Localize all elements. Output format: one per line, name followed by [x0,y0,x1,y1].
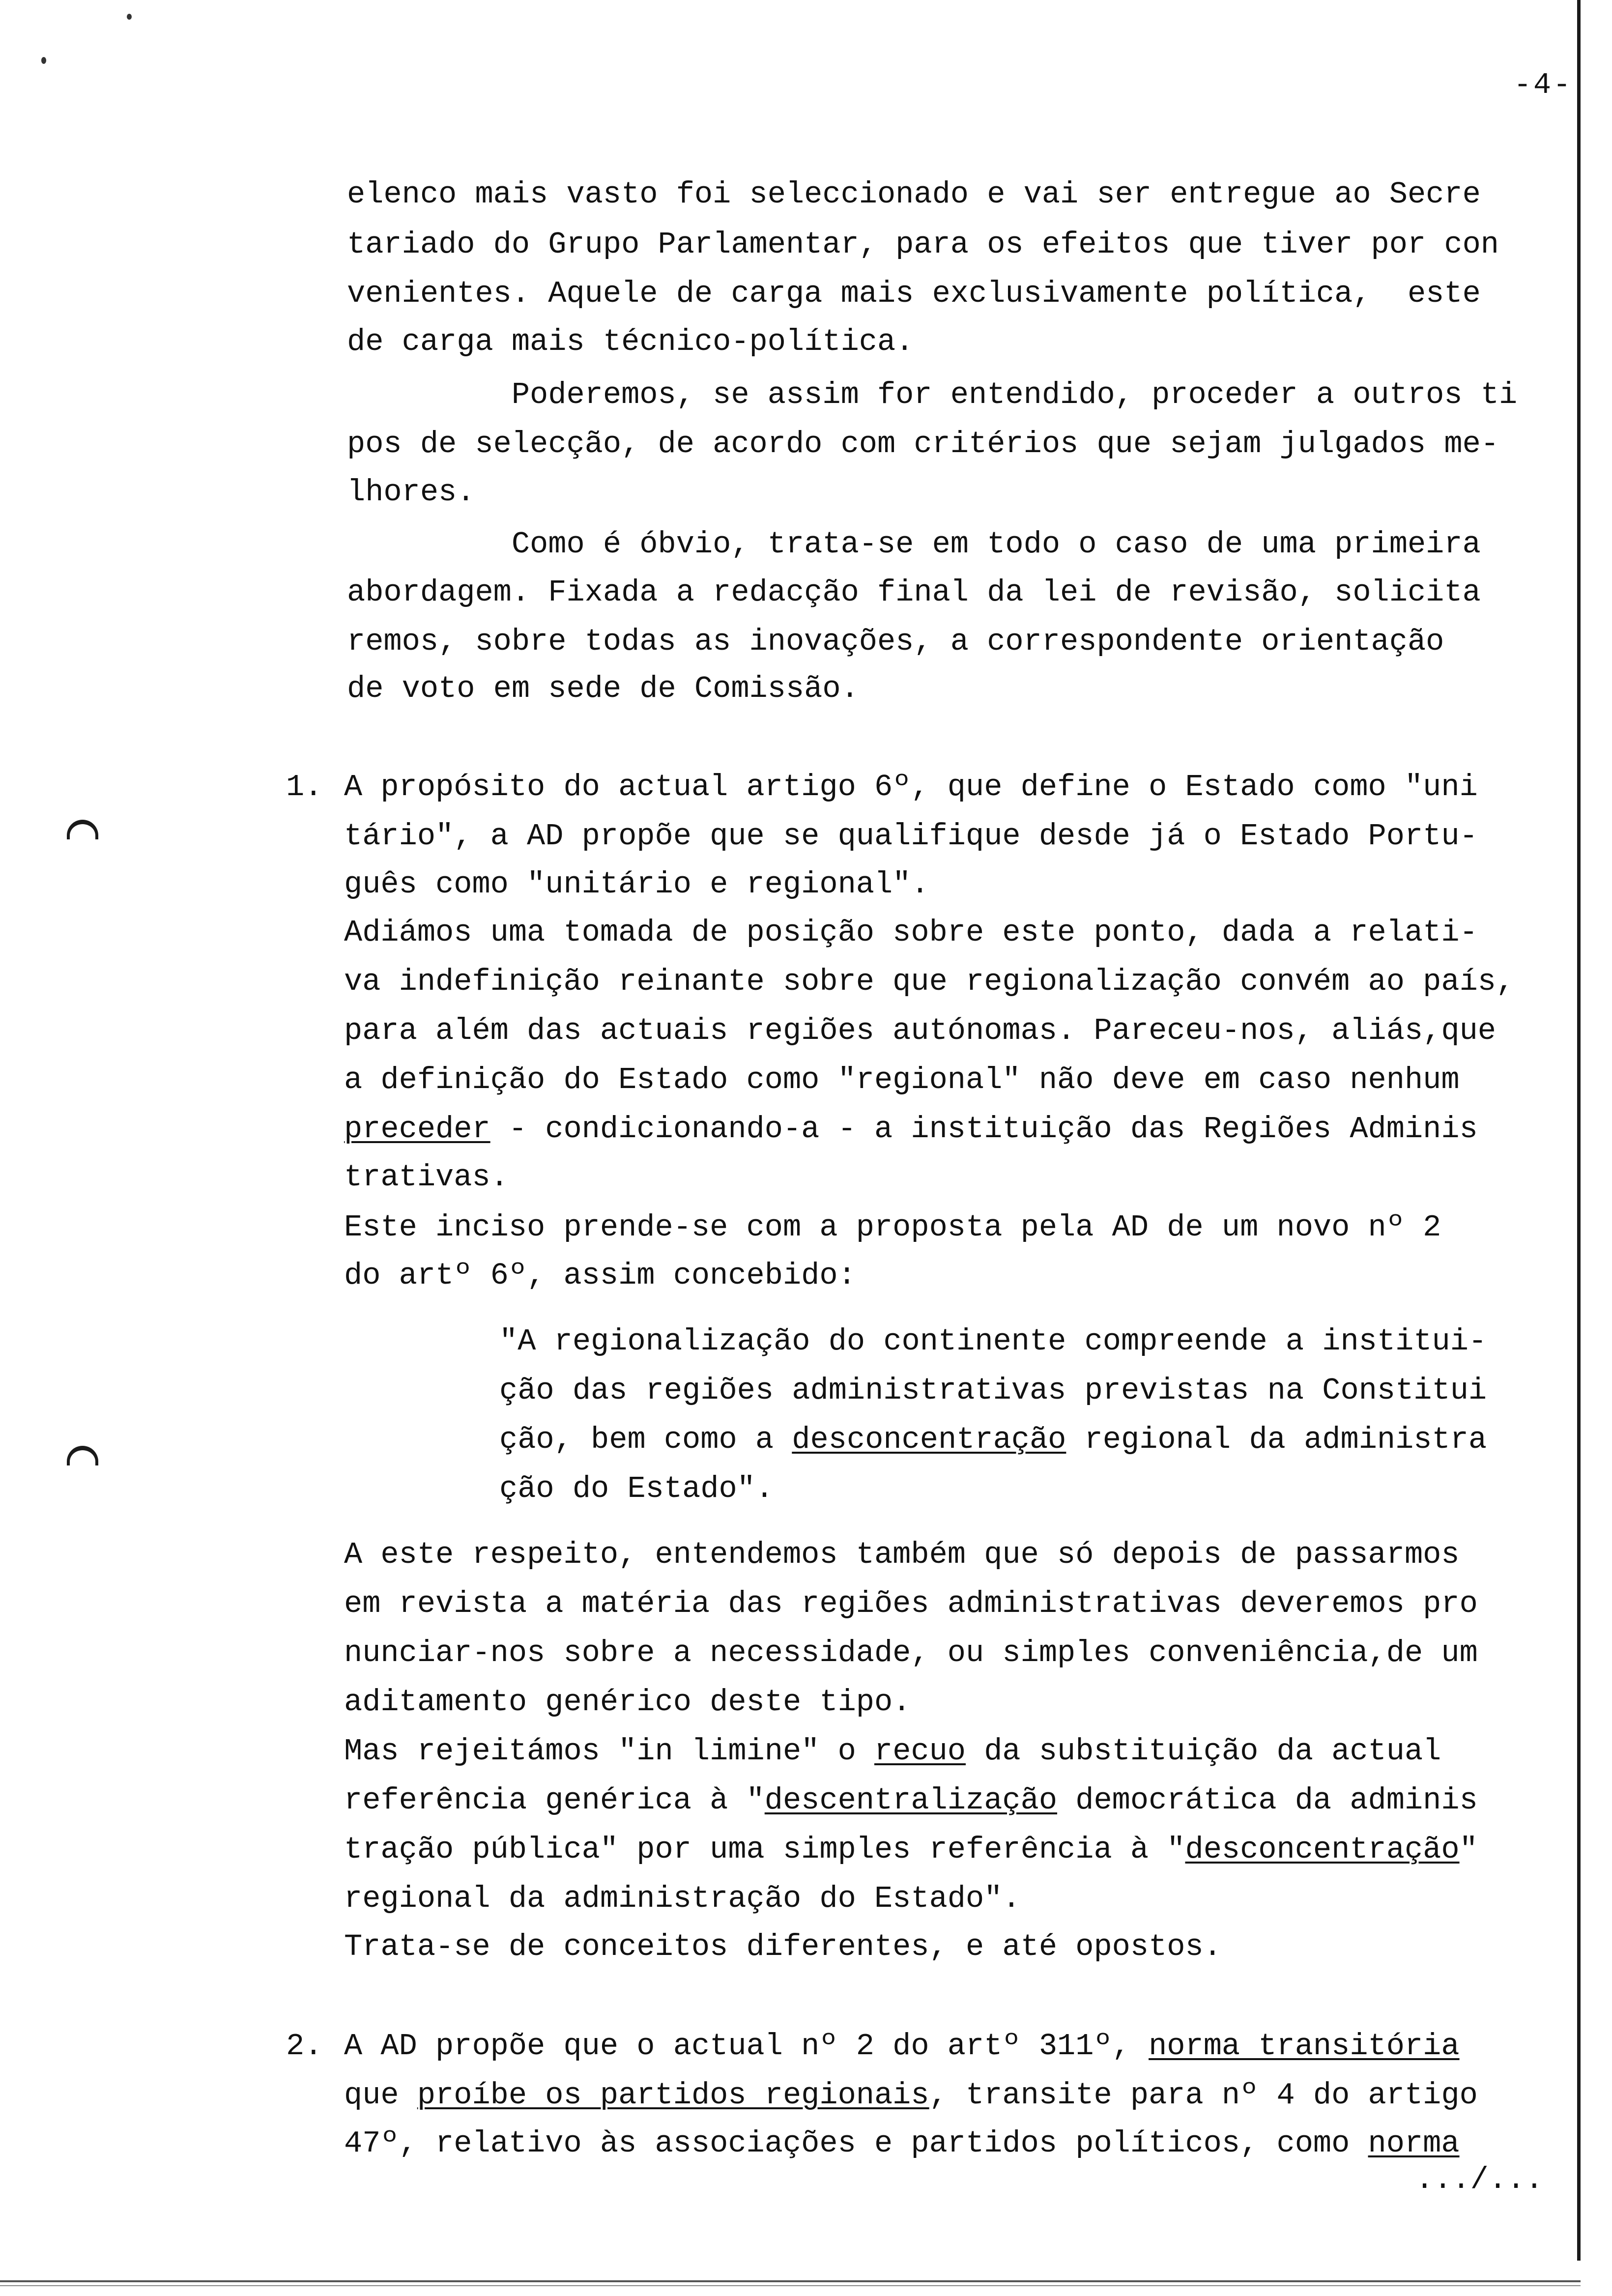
text-span: " [1459,1832,1478,1867]
quote-line: ção do Estado". [499,1471,774,1506]
text-line: Trata-se de conceitos diferentes, e até opostos. [344,1929,1222,1964]
underlined-term: norma transitória [1149,2029,1460,2064]
text-span: que [344,2078,417,2113]
text-span: Mas rejeitámos "in limine" o [344,1734,874,1769]
text-line: va indefinição reinante sobre que regionalização convém ao país, [344,964,1515,999]
item-number: 1. [286,770,323,804]
underlined-term: norma [1368,2126,1460,2161]
text-line: venientes. Aquele de carga mais exclusivamente política, este [347,276,1481,311]
item-number: 2. [286,2029,323,2064]
text-line: de carga mais técnico-política. [347,324,914,359]
text-span: A AD propõe que o actual nº 2 do artº 311º, [344,2029,1149,2064]
text-line: Como é óbvio, trata-se em todo o caso de uma primeira [347,527,1481,562]
text-line [344,2027,1460,2066]
text-line: Este inciso prende-se com a proposta pela AD de um novo nº 2 [344,1210,1441,1245]
text-line: tário", a AD propõe que se qualifique desde já o Estado Portu- [344,819,1478,854]
text-line: lhores. [347,475,475,510]
text-span: democrática da adminis [1057,1783,1478,1818]
text-line [344,1830,1478,1869]
underlined-term: descentralização [764,1783,1058,1818]
text-span: 47º, relativo às associações e partidos políticos, como [344,2126,1368,2161]
scan-right-edge [1577,0,1581,2261]
underlined-term: desconcentração [792,1422,1066,1457]
punch-hole-mark [67,1446,98,1465]
text-line: aditamento genérico deste tipo. [344,1685,911,1720]
text-line: A propósito do actual artigo 6º, que define o Estado como "uni [344,770,1478,804]
underlined-term: desconcentração [1185,1832,1460,1867]
text-span: referência genérica à " [344,1783,765,1818]
punch-hole-mark [67,820,98,839]
quote-line [499,1420,1487,1460]
text-line: Adiámos uma tomada de posição sobre este ponto, dada a relati- [344,915,1478,950]
text-span: ção, bem como a [499,1422,792,1457]
text-line [344,2076,1478,2115]
text-line: pos de selecção, de acordo com critérios que sejam julgados me- [347,427,1499,461]
page-number: -4- [1514,69,1573,102]
text-span: da substituição da actual [966,1734,1441,1769]
underlined-term: preceder [344,1112,490,1147]
text-line: do artº 6º, assim concebido: [344,1258,856,1293]
scan-speck [41,57,46,64]
text-span: - condicionando-a - a instituição das Regiões Adminis [490,1112,1478,1147]
text-line: abordagem. Fixada a redacção final da lei de revisão, solicita [347,575,1481,610]
text-line: remos, sobre todas as inovações, a correspondente orientação [347,624,1444,659]
text-line: de voto em sede de Comissão. [347,671,859,706]
text-line: nunciar-nos sobre a necessidade, ou simples conveniência,de um [344,1636,1478,1670]
quote-line: ção das regiões administrativas previstas na Constitui [499,1373,1487,1408]
text-line: elenco mais vasto foi seleccionado e vai ser entregue ao Secre [347,177,1481,212]
text-line [344,1732,1441,1771]
text-span: tração pública" por uma simples referência à " [344,1832,1185,1867]
text-line: guês como "unitário e regional". [344,867,929,902]
scan-bottom-edge [0,2280,1581,2282]
text-span: , transite para nº 4 do artigo [929,2078,1478,2113]
text-line: trativas. [344,1160,509,1195]
text-line [344,1781,1478,1820]
continuation-marker: .../... [1415,2162,1544,2197]
text-line: Poderemos, se assim for entendido, proceder a outros ti [347,377,1518,412]
scan-bottom-edge-shadow [0,2285,1581,2286]
underlined-term: recuo [874,1734,966,1769]
quote-line: "A regionalização do continente compreende a institui- [499,1324,1487,1359]
scan-speck [127,14,132,20]
text-line: a definição do Estado como "regional" não deve em caso nenhum [344,1062,1460,1097]
text-line [344,1110,1478,1149]
text-line: em revista a matéria das regiões administrativas deveremos pro [344,1586,1478,1621]
text-line: para além das actuais regiões autónomas. Pareceu-nos, aliás,que [344,1013,1496,1048]
underlined-term: proíbe os partidos regionais [417,2078,929,2113]
text-line: A este respeito, entendemos também que só depois de passarmos [344,1537,1460,1572]
text-span: regional da administra [1066,1422,1487,1457]
text-line: regional da administração do Estado". [344,1881,1021,1916]
text-line [344,2124,1460,2163]
text-line: tariado do Grupo Parlamentar, para os efeitos que tiver por con [347,227,1499,262]
